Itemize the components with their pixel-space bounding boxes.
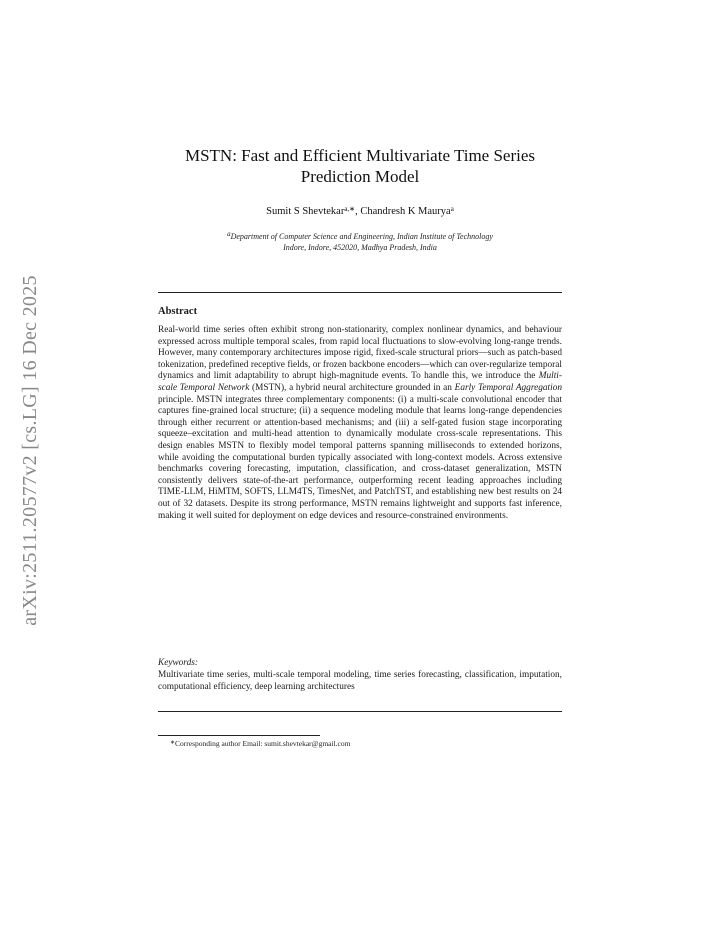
- keywords-text: Multivariate time series, multi-scale temporal modeling, time series forecasting, classification, imputation, computational efficiency, deep learning architectures: [158, 670, 562, 692]
- abstract-text-3: principle. MSTN integrates three complementary components: (i) a multi-scale convolutional encoder that captures fine-grained local structure; (ii) a sequence modeling module that learns long-range dependencies through either recurrent or attention-based mechanisms; and (iii) a self-gated fusion stage incorporating squeeze–excitation and multi-head attention to dynamically modulate cross-scale representations. This design enables MSTN to flexibly model temporal patterns spanning milliseconds to extended horizons, while avoiding the computational burden typically associated with long-context models. Across extensive benchmarks covering forecasting, imputation, classification, and cross-dataset generalization, MSTN consistently delivers state-of-the-art performance, outperforming recent leading approaches including TIME-LLM, HiMTM, SOFTS, LLM4TS, TimesNet, and PatchTST, and establishing new best results on 24 out of 32 datasets. Despite its strong performance, MSTN remains lightweight and supports fast inference, making it well suited for deployment on edge devices and resource-constrained environments.: [158, 394, 562, 521]
- footnote-text: Corresponding author Email: sumit.shevtekar@gmail.com: [175, 739, 351, 748]
- author-separator: ,: [355, 206, 361, 217]
- abstract-italic-2: Early Temporal Aggregation: [454, 382, 562, 393]
- author-list: [158, 206, 562, 217]
- title-line-2: Prediction Model: [300, 167, 420, 186]
- abstract-bottom-rule: [158, 711, 562, 712]
- abstract-body: [158, 325, 562, 522]
- author-1-marks: a,∗: [344, 205, 356, 213]
- footnote-rule: [158, 735, 320, 736]
- author-2-marks: a: [450, 205, 454, 213]
- arxiv-stamp-text: arXiv:2511.20577v2 [cs.LG] 16 Dec 2025: [18, 274, 41, 626]
- abstract-italic-1: Multi-scale Temporal Network: [158, 371, 562, 393]
- affiliation-line-1: Department of Computer Science and Engineering, Indian Institute of Technology: [230, 232, 493, 241]
- abstract-top-rule: [158, 292, 562, 293]
- paper-title: [158, 145, 562, 187]
- affiliation: [158, 231, 562, 253]
- abstract-text-1: Real-world time series often exhibit strong non-stationarity, complex nonlinear dynamics, and behaviour expressed across multiple temporal scales, from rapid local fluctuations to slow-evolving long-range trends. However, many contemporary architectures impose rigid, fixed-scale structural priors—such as patch-based tokenization, predefined receptive fields, or frozen backbone encoders—which can over-regularize temporal dynamics and limit adaptability to abrupt high-magnitude events. To handle this, we introduce the: [158, 325, 562, 382]
- title-line-1: MSTN: Fast and Efficient Multivariate Time Series: [184, 146, 536, 165]
- arxiv-stamp: [10, 260, 50, 640]
- footnote: [170, 739, 350, 748]
- keywords-heading: Keywords:: [158, 658, 198, 668]
- abstract-heading: Abstract: [158, 306, 198, 317]
- abstract-text-2: (MSTN), a hybrid neural architecture grounded in an: [249, 382, 455, 393]
- author-1: Sumit S Shevtekar: [266, 206, 345, 217]
- footnote-mark: ∗: [170, 740, 176, 746]
- affiliation-line-2: Indore, Indore, 452020, Madhya Pradesh, India: [283, 243, 437, 252]
- affiliation-mark: a: [227, 230, 231, 238]
- author-2: Chandresh K Maurya: [360, 206, 451, 217]
